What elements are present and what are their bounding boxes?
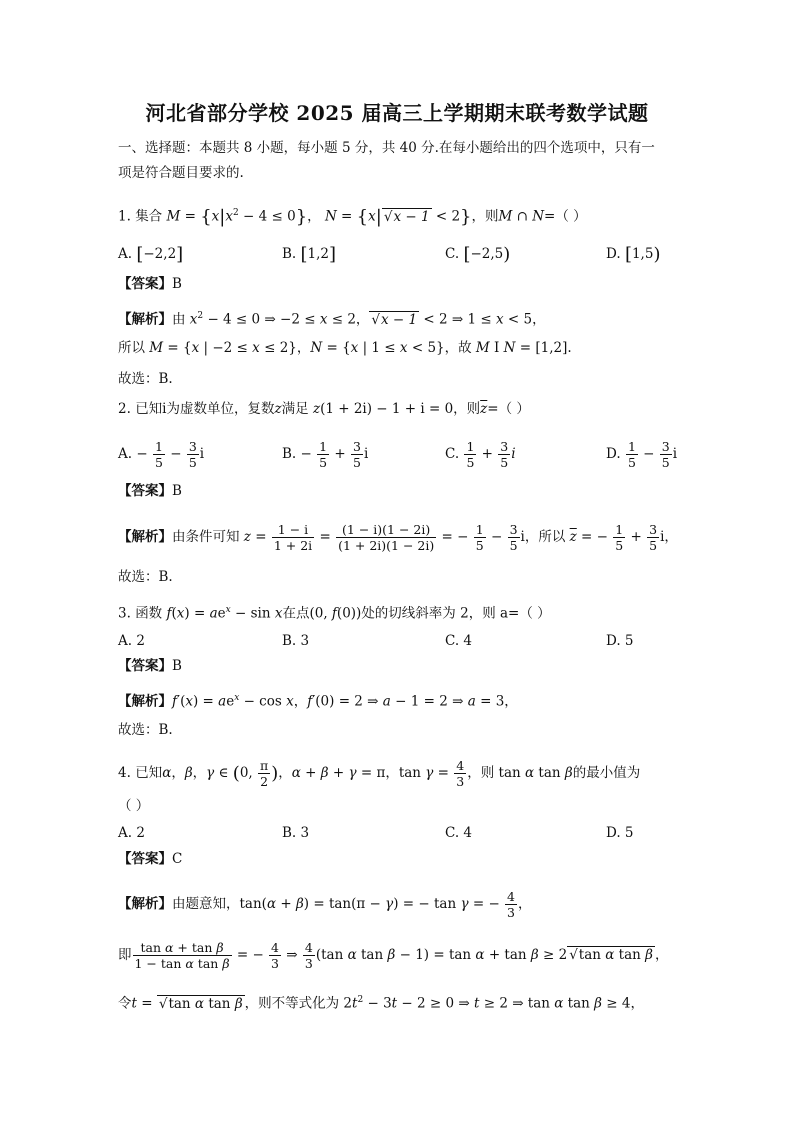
question-3-option-b[interactable]: B. 3 — [282, 633, 310, 649]
question-1-stem: 1. 集合 $M = \{x|x^2 - 4 \le 0\}$， N = {x| √ x − 1 < 2}，则M ∩ N=（ ） — [118, 203, 587, 228]
question-3-choose: 故选：B. — [118, 722, 173, 738]
question-2-option-b[interactable]: B. − $\frac{1}{5}$ + $\frac{3}{5}$ i — [282, 439, 369, 470]
question-2-analysis: 【解析】由条件可知 z = $\frac{1 - i}{1 + 2i}$ = $\frac{(1 - i)(1 - 2i)}{(1 + 2i)(1 - 2i)}$ = − $\frac{1}{5}$ − $\frac{3}{5}$ i，所以 $\overline{z}$ = − $\frac{1}{5}$ + $\frac{3}{5}$ i， — [118, 522, 678, 553]
question-4-analysis-line3: 令t = √ tan α tan β ，则不等式化为 $2t^2 - 3t - 2 \ge 0$ ⇒ t ≥ 2 ⇒ tan α tan β ≥ 4， — [118, 990, 644, 1014]
question-3-option-c[interactable]: C. 4 — [445, 633, 473, 649]
question-4-option-d[interactable]: D. 5 — [606, 825, 634, 841]
question-1-option-c[interactable]: C. [−2,5) — [445, 244, 511, 265]
question-1-prefix: 集合 — [135, 208, 163, 225]
question-4-paren: （ ） — [118, 798, 150, 814]
question-1-analysis-line1: 【解析】由 $x^2 - 4 \le 0$ ⇒ −2 ≤ x ≤ 2， √ x − 1 < 2 ⇒ 1 ≤ x < 5， — [118, 306, 546, 330]
question-3-stem: 3. 函数 $f(x) = ae^x - \sin x$在点(0, f(0))处的切线斜率为 2，则 a=（ ） — [118, 605, 551, 622]
section-instruction-line2: 项是符合题目要求的. — [118, 165, 244, 181]
question-3-option-a[interactable]: A. 2 — [118, 633, 145, 649]
question-1-analysis-line2: 所以 M = {x | −2 ≤ x ≤ 2}，N = {x | 1 ≤ x < 5}，故 M I N = [1,2]. — [118, 340, 572, 356]
question-2-choose: 故选：B. — [118, 569, 173, 585]
question-4-analysis-line1: 【解析】由题意知，tan(α + β) = tan(π − γ) = − tan γ = − $\frac{4}{3}$ ， — [118, 889, 532, 920]
question-4-analysis-line2: 即 $\frac{\text{tan α + tan β}}{\text{1 − tan α tan β}}$ = − $\frac{4}{3}$ ⇒ $\frac{4}{3}$ (tan α tan β − 1) = tan α + tan β ≥ 2 √ tan α tan β ， — [118, 940, 668, 971]
question-4-option-a[interactable]: A. 2 — [118, 825, 145, 841]
question-1-option-a[interactable]: A. [−2,2] — [118, 244, 184, 265]
question-3-answer: 【答案】B — [118, 658, 182, 674]
question-1-end: =（ ） — [544, 208, 587, 225]
question-1-suffix-a: ， — [307, 208, 321, 225]
question-1-answer: 【答案】B — [118, 276, 182, 292]
question-2-option-c[interactable]: C. $\frac{1}{5}$ + $\frac{3}{5}$ i — [445, 439, 516, 470]
question-1-choose: 故选：B. — [118, 371, 173, 387]
question-1-number: 1. — [118, 208, 131, 225]
section-instruction-line1: 一、选择题：本题共 8 小题，每小题 5 分，共 40 分.在每小题给出的四个选项中，只有一 — [118, 140, 655, 156]
question-1-option-d[interactable]: D. [1,5) — [606, 244, 661, 265]
question-3-analysis: 【解析】$f'(x) = ae^x - \cos x$，f′(0) = 2 ⇒ a − 1 = 2 ⇒ a = 3， — [118, 693, 518, 710]
question-2-answer: 【答案】B — [118, 483, 182, 499]
question-4-option-b[interactable]: B. 3 — [282, 825, 310, 841]
question-1-suffix: ，则 — [471, 208, 499, 225]
question-2-option-d[interactable]: D. $\frac{1}{5}$ − $\frac{3}{5}$ i — [606, 439, 678, 470]
question-4-option-c[interactable]: C. 4 — [445, 825, 473, 841]
question-4-answer: 【答案】C — [118, 851, 183, 867]
question-4-stem: 4. 已知α，β，γ ∈ (0, $\frac{\pi}{2}$ )，α + β + γ = π，tan γ = $\frac{4}{3}$ ，则 tan α tan β的最小值为 — [118, 758, 641, 789]
question-1-option-b[interactable]: B. [1,2] — [282, 244, 337, 265]
question-2-option-a[interactable]: A. − $\frac{1}{5}$ − $\frac{3}{5}$ i — [118, 439, 205, 470]
question-3-option-d[interactable]: D. 5 — [606, 633, 634, 649]
page-title: 河北省部分学校 2025 届高三上学期期末联考数学试题 — [145, 101, 649, 125]
question-2-stem: 2. 已知i为虚数单位，复数z满足 z(1 + 2i) − 1 + i = 0，则$\overline{z}=$（ ） — [118, 401, 530, 417]
